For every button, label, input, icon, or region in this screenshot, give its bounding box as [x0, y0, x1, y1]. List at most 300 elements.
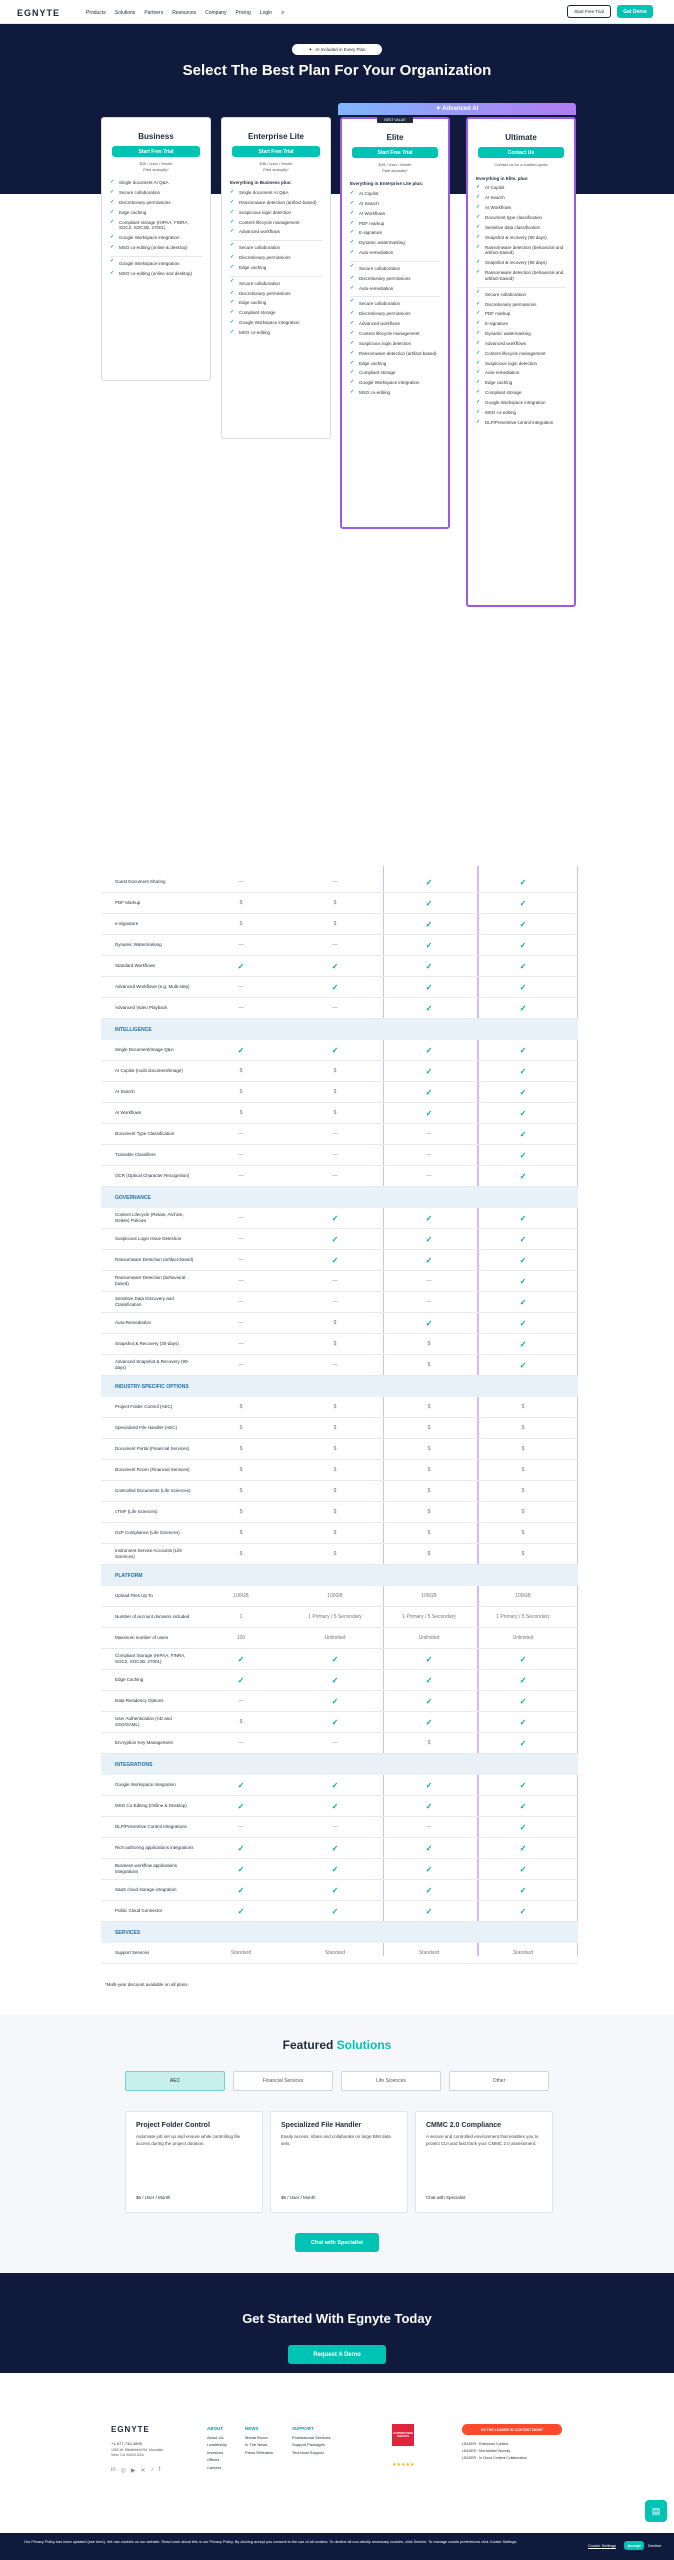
- feature-item: ✓ Snapshot & recovery (90 days): [476, 258, 566, 268]
- table-cell: $: [239, 1719, 243, 1725]
- feature-item: ✓ Auto-remediation: [476, 368, 566, 378]
- table-cell: $: [239, 1446, 243, 1452]
- table-row: [101, 1775, 578, 1796]
- check-icon: ✓: [425, 1675, 433, 1685]
- row-label: Standard Workflows: [115, 963, 156, 969]
- feature-item: ✓ Document type classification: [476, 213, 566, 223]
- table-cell: —: [332, 1299, 338, 1305]
- footer-logo[interactable]: EGNYTE: [111, 2425, 150, 2434]
- check-icon: ✓: [425, 1213, 433, 1223]
- footer-link[interactable]: Offices: [207, 2457, 220, 2463]
- check-icon: ✓: [425, 1885, 433, 1895]
- plan-price: $36 / User / Month Paid annually*: [259, 161, 293, 172]
- table-cell: —: [238, 1824, 244, 1830]
- footer-link[interactable]: Press Releases: [245, 2449, 274, 2455]
- table-section-header: GOVERNANCE: [101, 1187, 578, 1208]
- table-cell: $: [427, 1488, 431, 1494]
- check-icon: ✓: [237, 1654, 245, 1664]
- tab-financial-services[interactable]: Financial Services: [233, 2071, 333, 2091]
- g2-badge-text: G2 THE LEADER IN CONTENT MGMT: [480, 2427, 544, 2432]
- footer-link[interactable]: Leadership: [207, 2442, 227, 2448]
- footer-links: [245, 2434, 273, 2457]
- feature-item: ✓ Edge caching: [350, 359, 440, 369]
- plan-cta-button[interactable]: Contact Us: [478, 147, 564, 158]
- gartner-badge-text: GARTNER PEER INSIGHTS: [393, 2432, 413, 2438]
- check-icon: ✓: [425, 919, 433, 929]
- row-label: DLP/Preventive Control Integrations: [115, 1824, 187, 1830]
- check-icon: ✓: [237, 1843, 245, 1853]
- table-cell: $: [333, 1089, 337, 1095]
- table-cell: Unlimited: [324, 1635, 346, 1641]
- table-cell: —: [426, 1824, 432, 1830]
- table-cell: 1 Primary / 5 Secondary: [496, 1614, 550, 1620]
- plan-name: Elite: [386, 133, 404, 142]
- youtube-icon[interactable]: ▶: [130, 2468, 136, 2474]
- feature-item: ✓ AI Workflows: [476, 203, 566, 213]
- x-icon[interactable]: ✕: [140, 2468, 146, 2474]
- check-icon: ✓: [519, 1360, 527, 1370]
- check-icon: ✓: [519, 1864, 527, 1874]
- table-cell: —: [238, 1698, 244, 1704]
- solution-card[interactable]: [270, 2111, 408, 2213]
- row-label: Guest Document Sharing: [115, 879, 166, 885]
- check-icon: ✓: [331, 1213, 339, 1223]
- row-label: Suspicious Login Issue Detection: [115, 1236, 182, 1242]
- nav-resources[interactable]: Resources: [172, 10, 197, 16]
- feature-item: ✓ MSO co-editing (online and desktop): [110, 269, 202, 279]
- table-cell: 100GB: [421, 1593, 437, 1599]
- row-label: Instrument Service Accounts (Life Sciences): [115, 1548, 183, 1559]
- table-cell: $: [521, 1530, 525, 1536]
- table-cell: $: [239, 900, 243, 906]
- feature-heading: Everything in Elite, plus:: [476, 175, 529, 181]
- table-cell: $: [239, 921, 243, 927]
- table-cell: $: [521, 1425, 525, 1431]
- feature-item: ✓ AI Search: [476, 193, 566, 203]
- table-row: [101, 1649, 578, 1670]
- check-icon: ✓: [519, 919, 527, 929]
- row-label: SaaS cloud storage integration: [115, 1887, 177, 1893]
- table-cell: $: [333, 1467, 337, 1473]
- row-label: Number of account domains included: [115, 1614, 190, 1620]
- cookie-settings-link[interactable]: Cookie Settings: [588, 2543, 617, 2548]
- table-cell: $: [239, 1425, 243, 1431]
- check-icon: ✓: [519, 1906, 527, 1916]
- check-icon: ✓: [425, 898, 433, 908]
- feature-item: ✓ Compliant storage: [350, 368, 440, 378]
- table-row: [101, 1166, 578, 1187]
- feature-item: ✓ Compliant storage (HIPAA, FINRA, SOC2, SOC2B, 27001): [110, 218, 202, 234]
- instagram-icon[interactable]: ◎: [120, 2468, 126, 2474]
- table-section-header: INDUSTRY-SPECIFIC OPTIONS: [101, 1376, 578, 1397]
- site-footer: [0, 2373, 674, 2533]
- linkedin-icon[interactable]: in: [111, 2467, 116, 2473]
- table-cell: —: [426, 1131, 432, 1137]
- check-icon: ✓: [425, 1255, 433, 1265]
- row-label: Rich authoring applications integrations: [115, 1845, 194, 1851]
- row-label: Dynamic Watermarking: [115, 942, 162, 948]
- feature-item: ✓ E-signature: [350, 228, 440, 238]
- table-cell: —: [238, 1131, 244, 1137]
- feature-item: ✓ Compliant storage: [230, 308, 322, 318]
- row-label: User Authentication (AD and SSO/SAML): [115, 1716, 172, 1727]
- check-icon: ✓: [519, 1129, 527, 1139]
- row-label: Public Cloud Connector: [115, 1908, 163, 1914]
- feature-item: ✓ Edge caching: [110, 208, 202, 218]
- table-cell: $: [239, 1509, 243, 1515]
- check-icon: ✓: [425, 1717, 433, 1727]
- row-label: e-Signature: [115, 921, 139, 927]
- table-cell: $: [239, 1530, 243, 1536]
- check-icon: ✓: [237, 1045, 245, 1055]
- footer-link[interactable]: Technical Support: [292, 2449, 324, 2455]
- table-cell: —: [332, 1131, 338, 1137]
- table-row: [101, 1124, 578, 1145]
- nav-solutions[interactable]: Solutions: [114, 10, 136, 16]
- nav-company[interactable]: Company: [205, 10, 227, 16]
- table-cell: 100GB: [233, 1593, 249, 1599]
- footer-link[interactable]: Professional Services: [292, 2434, 331, 2440]
- chat-specialist-button[interactable]: Chat with Specialist: [295, 2233, 379, 2252]
- footer-phone[interactable]: +1-877-734-4895: [111, 2441, 142, 2446]
- feature-item: ✓ Discretionary permissions: [476, 300, 566, 310]
- table-cell: $: [521, 1467, 525, 1473]
- row-label: Project Folder Control (AEC): [115, 1404, 173, 1410]
- feature-item: ✓ Google Workspace integration: [110, 233, 202, 243]
- row-label: Advanced Snapshot & Recovery (90-days): [115, 1359, 190, 1370]
- table-row: [101, 872, 578, 893]
- check-icon: ✓: [519, 877, 527, 887]
- social-links: [111, 2467, 160, 2474]
- solution-title: Specialized File Handler: [281, 2122, 362, 2129]
- table-cell: $: [333, 900, 337, 906]
- check-icon: ✓: [519, 1843, 527, 1853]
- check-icon: ✓: [425, 877, 433, 887]
- footer-link[interactable]: LEADER · Mid-Market Security: [462, 2449, 511, 2453]
- table-row: [101, 1586, 578, 1607]
- feature-item: ✓ Advanced workflows: [350, 319, 440, 329]
- gartner-badge: [392, 2424, 414, 2446]
- footer-col-title: ABOUT: [207, 2426, 223, 2431]
- footer-address: 1350 W. Middlefield Rd. Mountain View, CA 94043 USA: [111, 2448, 164, 2457]
- table-cell: 100GB: [515, 1593, 531, 1599]
- check-icon: ✓: [425, 1801, 433, 1811]
- table-cell: $: [333, 1068, 337, 1074]
- table-cell: —: [238, 1341, 244, 1347]
- advanced-ai-banner: [338, 103, 576, 115]
- site-header: [0, 0, 674, 24]
- table-cell: $: [333, 1509, 337, 1515]
- check-icon: ✓: [237, 1801, 245, 1811]
- table-cell: $: [427, 1362, 431, 1368]
- table-row: [101, 1523, 578, 1544]
- check-icon: ✓: [519, 1171, 527, 1181]
- row-label: Sensitive Data Discovery and Classification: [115, 1296, 174, 1307]
- check-icon: ✓: [331, 1780, 339, 1790]
- feature-item: ✓ Google Workspace integration: [110, 256, 202, 269]
- table-row: [101, 1544, 578, 1565]
- feature-item: ✓ Auto-remediation: [350, 248, 440, 258]
- solution-title: Project Folder Control: [136, 2122, 210, 2129]
- table-row: [101, 1880, 578, 1901]
- table-cell: —: [332, 1824, 338, 1830]
- table-row: [101, 1460, 578, 1481]
- table-row: [101, 1292, 578, 1313]
- footer-links: [207, 2434, 227, 2472]
- row-label: Upload Files Up To: [115, 1593, 153, 1599]
- check-icon: ✓: [519, 1003, 527, 1013]
- check-icon: ✓: [331, 1654, 339, 1664]
- table-cell: 1: [239, 1614, 243, 1620]
- check-icon: ✓: [237, 1864, 245, 1874]
- table-cell: $: [427, 1446, 431, 1452]
- check-icon: ✓: [237, 1675, 245, 1685]
- table-row: [101, 1271, 578, 1292]
- table-cell: —: [238, 1320, 244, 1326]
- footer-col-about: [207, 2425, 227, 2472]
- row-label: Auto-Remediation: [115, 1320, 152, 1326]
- table-row: [101, 1208, 578, 1229]
- row-label: Encryption Key Management: [115, 1740, 173, 1746]
- cta-title: Get Started With Egnyte Today: [242, 2311, 432, 2326]
- plus-icon: ✦: [308, 46, 313, 52]
- table-cell: Unlimited: [418, 1635, 440, 1641]
- check-icon: ✓: [425, 1003, 433, 1013]
- table-cell: $: [427, 1425, 431, 1431]
- table-row: [101, 1502, 578, 1523]
- row-label: Snapshot & Recovery (30-days): [115, 1341, 179, 1347]
- plan-card-enterprise-lite: [221, 117, 331, 439]
- g2-badge: [462, 2424, 562, 2435]
- table-row: [101, 977, 578, 998]
- check-icon: ✓: [519, 1066, 527, 1076]
- feature-item: ✓ Ransomware detection (behavioral and artifact-based): [476, 268, 566, 284]
- feature-item: ✓ PDF markup: [476, 309, 566, 319]
- table-section-header: SERVICES: [101, 1922, 578, 1943]
- table-cell: $: [333, 1446, 337, 1452]
- main-nav: [86, 10, 284, 17]
- table-cell: $: [427, 1509, 431, 1515]
- table-cell: Standard: [324, 1950, 346, 1956]
- table-cell: $: [239, 1068, 243, 1074]
- plan-cta-button[interactable]: Start Free Trial: [352, 147, 438, 158]
- ai-included-pill: [292, 44, 382, 55]
- table-cell: Standard: [230, 1950, 252, 1956]
- table-cell: —: [332, 1173, 338, 1179]
- start-trial-button[interactable]: Start Free Trial: [567, 5, 611, 18]
- row-label: Edge Caching: [115, 1677, 144, 1683]
- table-row: [101, 1859, 578, 1880]
- plan-cta-button[interactable]: Start Free Trial: [112, 146, 200, 157]
- row-label: AI Workflows: [115, 1110, 142, 1116]
- feature-item: ✓ AI Copilot: [476, 183, 566, 193]
- footer-link[interactable]: Careers: [207, 2464, 222, 2470]
- feature-item: ✓ Suspicious login detection: [476, 359, 566, 369]
- table-cell: $: [427, 1551, 431, 1557]
- tab-other[interactable]: Other: [449, 2071, 549, 2091]
- row-label: Support Services: [115, 1950, 150, 1956]
- table-cell: —: [238, 1215, 244, 1221]
- check-icon: ✓: [237, 1906, 245, 1916]
- plan-cta-button[interactable]: Start Free Trial: [232, 146, 320, 157]
- check-icon: ✓: [425, 1087, 433, 1097]
- feature-item: ✓ Snapshot & recovery (90 days): [476, 233, 566, 243]
- decline-button[interactable]: Decline: [648, 2543, 662, 2548]
- row-label: Document Type Classification: [115, 1131, 175, 1137]
- feature-item: ✓ Content lifecycle management: [230, 218, 322, 228]
- table-cell: —: [238, 1299, 244, 1305]
- chat-icon[interactable]: ▤: [645, 2500, 667, 2522]
- row-label: PDF Markup: [115, 900, 141, 906]
- row-label: cTMF (Life Sciences): [115, 1509, 158, 1515]
- table-cell: $: [427, 1341, 431, 1347]
- check-icon: ✓: [425, 1654, 433, 1664]
- check-icon: ✓: [519, 1717, 527, 1727]
- row-label: Advanced Video Playback: [115, 1005, 168, 1011]
- check-icon: ✓: [331, 1885, 339, 1895]
- footer-link[interactable]: Investors: [207, 2449, 224, 2455]
- tab-life-sciences[interactable]: Life Sciences: [341, 2071, 441, 2091]
- feature-heading: Everything in Enterprise Lite plus:: [350, 181, 424, 187]
- pill-text: AI Included in Every Plan: [315, 47, 366, 52]
- solution-desc: A secure and controlled environment that enables you to protect CUI and fast track your CMMC 2.0 assessment.: [426, 2134, 539, 2146]
- table-row: [101, 893, 578, 914]
- table-cell: —: [238, 942, 244, 948]
- feature-item: ✓ Edge caching: [230, 263, 322, 273]
- table-cell: $: [333, 1110, 337, 1116]
- footer-link[interactable]: LEADER · In Cloud Content Collaboration: [462, 2456, 527, 2460]
- table-row: [101, 914, 578, 935]
- table-cell: $: [239, 1110, 243, 1116]
- table-cell: $: [333, 1425, 337, 1431]
- check-icon: ✓: [519, 1696, 527, 1706]
- footer-link[interactable]: Support Packages: [292, 2442, 325, 2448]
- table-row: [101, 1250, 578, 1271]
- consent-text: Our Privacy Policy has been updated (see here). We use cookies on our website. Read more about this in our Privacy Policy. By clicking accept you consent to the use of all cookies. To decline all non-strictly necessary cookies, click Decline. To manage cookie preferences click Cookie Settings.: [24, 2540, 518, 2544]
- plan-name: Business: [138, 132, 174, 141]
- footer-col-support: [292, 2425, 330, 2456]
- page-title: Select The Best Plan For Your Organization: [182, 62, 492, 79]
- row-label: Document Portal (Financial Services): [115, 1446, 190, 1452]
- row-label: Document Room (Financial Services): [115, 1467, 190, 1473]
- solution-desc: Easily access, share and collaborate on large BIM data sets.: [281, 2134, 391, 2146]
- feature-heading: Everything in Business plus:: [230, 180, 292, 186]
- solution-card[interactable]: [125, 2111, 263, 2213]
- check-icon: ✓: [425, 982, 433, 992]
- feature-item: ✓ Advanced workflows: [476, 339, 566, 349]
- check-icon: ✓: [425, 1066, 433, 1076]
- tab-aec[interactable]: AEC: [125, 2071, 225, 2091]
- search-icon[interactable]: ⌕: [281, 10, 285, 16]
- nav-products[interactable]: Products: [86, 10, 106, 16]
- check-icon: ✓: [519, 1276, 527, 1286]
- row-label: Trainable Classifiers: [115, 1152, 156, 1158]
- nav-pricing[interactable]: Pricing: [235, 10, 251, 16]
- row-label: Advanced Workflows (e.g. Multi-step): [115, 984, 190, 990]
- footer-col-news: [245, 2425, 273, 2456]
- footer-link[interactable]: Media Room: [245, 2434, 268, 2440]
- feature-item: ✓ Google Workspace integration: [350, 378, 440, 388]
- request-demo-button[interactable]: Request A Demo: [288, 2345, 386, 2364]
- row-label: Ransomware Detection (behavioral-based): [115, 1275, 187, 1286]
- table-cell: $: [521, 1446, 525, 1452]
- check-icon: ✓: [331, 1696, 339, 1706]
- featured-title-b: Solutions: [336, 2038, 392, 2052]
- feature-item: ✓ AI Search: [350, 199, 440, 209]
- table-row: [101, 1418, 578, 1439]
- nav-partners[interactable]: Partners: [144, 10, 164, 16]
- check-icon: ✓: [519, 1339, 527, 1349]
- table-cell: $: [427, 1740, 431, 1746]
- solution-price: $6 / User / Month: [281, 2195, 316, 2200]
- footer-link[interactable]: LEADER · Enterprise Content: [462, 2442, 509, 2446]
- tiktok-icon[interactable]: ♪: [150, 2467, 154, 2473]
- feature-item: ✓ MSO co-editing: [476, 408, 566, 418]
- check-icon: ✓: [425, 961, 433, 971]
- table-cell: $: [333, 1320, 337, 1326]
- table-cell: —: [238, 1173, 244, 1179]
- feature-item: ✓ Suspicious login detection: [230, 208, 322, 218]
- solution-desc: Automate job set up and ensure while controlling file access during the project duration.: [136, 2134, 241, 2146]
- check-icon: ✓: [519, 982, 527, 992]
- check-icon: ✓: [331, 1045, 339, 1055]
- check-icon: ✓: [519, 1297, 527, 1307]
- feature-item: ✓ Edge caching: [476, 378, 566, 388]
- table-row: [101, 1691, 578, 1712]
- check-icon: ✓: [331, 1675, 339, 1685]
- feature-item: ✓ Secure collaboration: [350, 296, 440, 309]
- footer-link[interactable]: In The News: [245, 2442, 268, 2448]
- feature-item: ✓ PDF markup: [350, 219, 440, 229]
- footer-col-title: NEWS: [245, 2426, 259, 2431]
- table-cell: $: [239, 1488, 243, 1494]
- table-row: [101, 1817, 578, 1838]
- table-row: [101, 1712, 578, 1733]
- check-icon: ✓: [519, 1738, 527, 1748]
- facebook-icon[interactable]: f: [158, 2467, 161, 2473]
- table-cell: $: [239, 1551, 243, 1557]
- get-demo-button[interactable]: Get Demo: [617, 5, 653, 18]
- table-row: [101, 998, 578, 1019]
- check-icon: ✓: [519, 1885, 527, 1895]
- table-cell: —: [238, 1278, 244, 1284]
- feature-item: ✓ Ransomware detection (artifact-based): [350, 349, 440, 359]
- table-cell: —: [426, 1299, 432, 1305]
- table-section-header: INTELLIGENCE: [101, 1019, 578, 1040]
- table-cell: Standard: [512, 1950, 534, 1956]
- solution-card[interactable]: [415, 2111, 553, 2213]
- feature-list: [342, 173, 448, 404]
- table-row: [101, 1145, 578, 1166]
- table-row: [101, 1628, 578, 1649]
- egnyte-logo[interactable]: EGNYTE: [17, 8, 61, 18]
- table-cell: $: [333, 1551, 337, 1557]
- check-icon: ✓: [519, 1150, 527, 1160]
- footer-links: [292, 2434, 330, 2457]
- nav-login[interactable]: Login: [259, 10, 273, 16]
- accept-button[interactable]: Accept: [624, 2541, 644, 2550]
- feature-item: ✓ Google Workspace integration: [476, 398, 566, 408]
- table-row: [101, 1796, 578, 1817]
- plan-name: Ultimate: [505, 133, 537, 142]
- table-cell: $: [239, 1404, 243, 1410]
- table-section-header: PLATFORM: [101, 1565, 578, 1586]
- footnote: *Multi-year discount available on all plans.: [105, 1982, 189, 1987]
- table-cell: 1 Primary / 5 Secondary: [402, 1614, 456, 1620]
- footer-link[interactable]: About Us: [207, 2434, 224, 2440]
- feature-item: ✓ AI Copilot: [350, 189, 440, 199]
- table-row: [101, 1607, 578, 1628]
